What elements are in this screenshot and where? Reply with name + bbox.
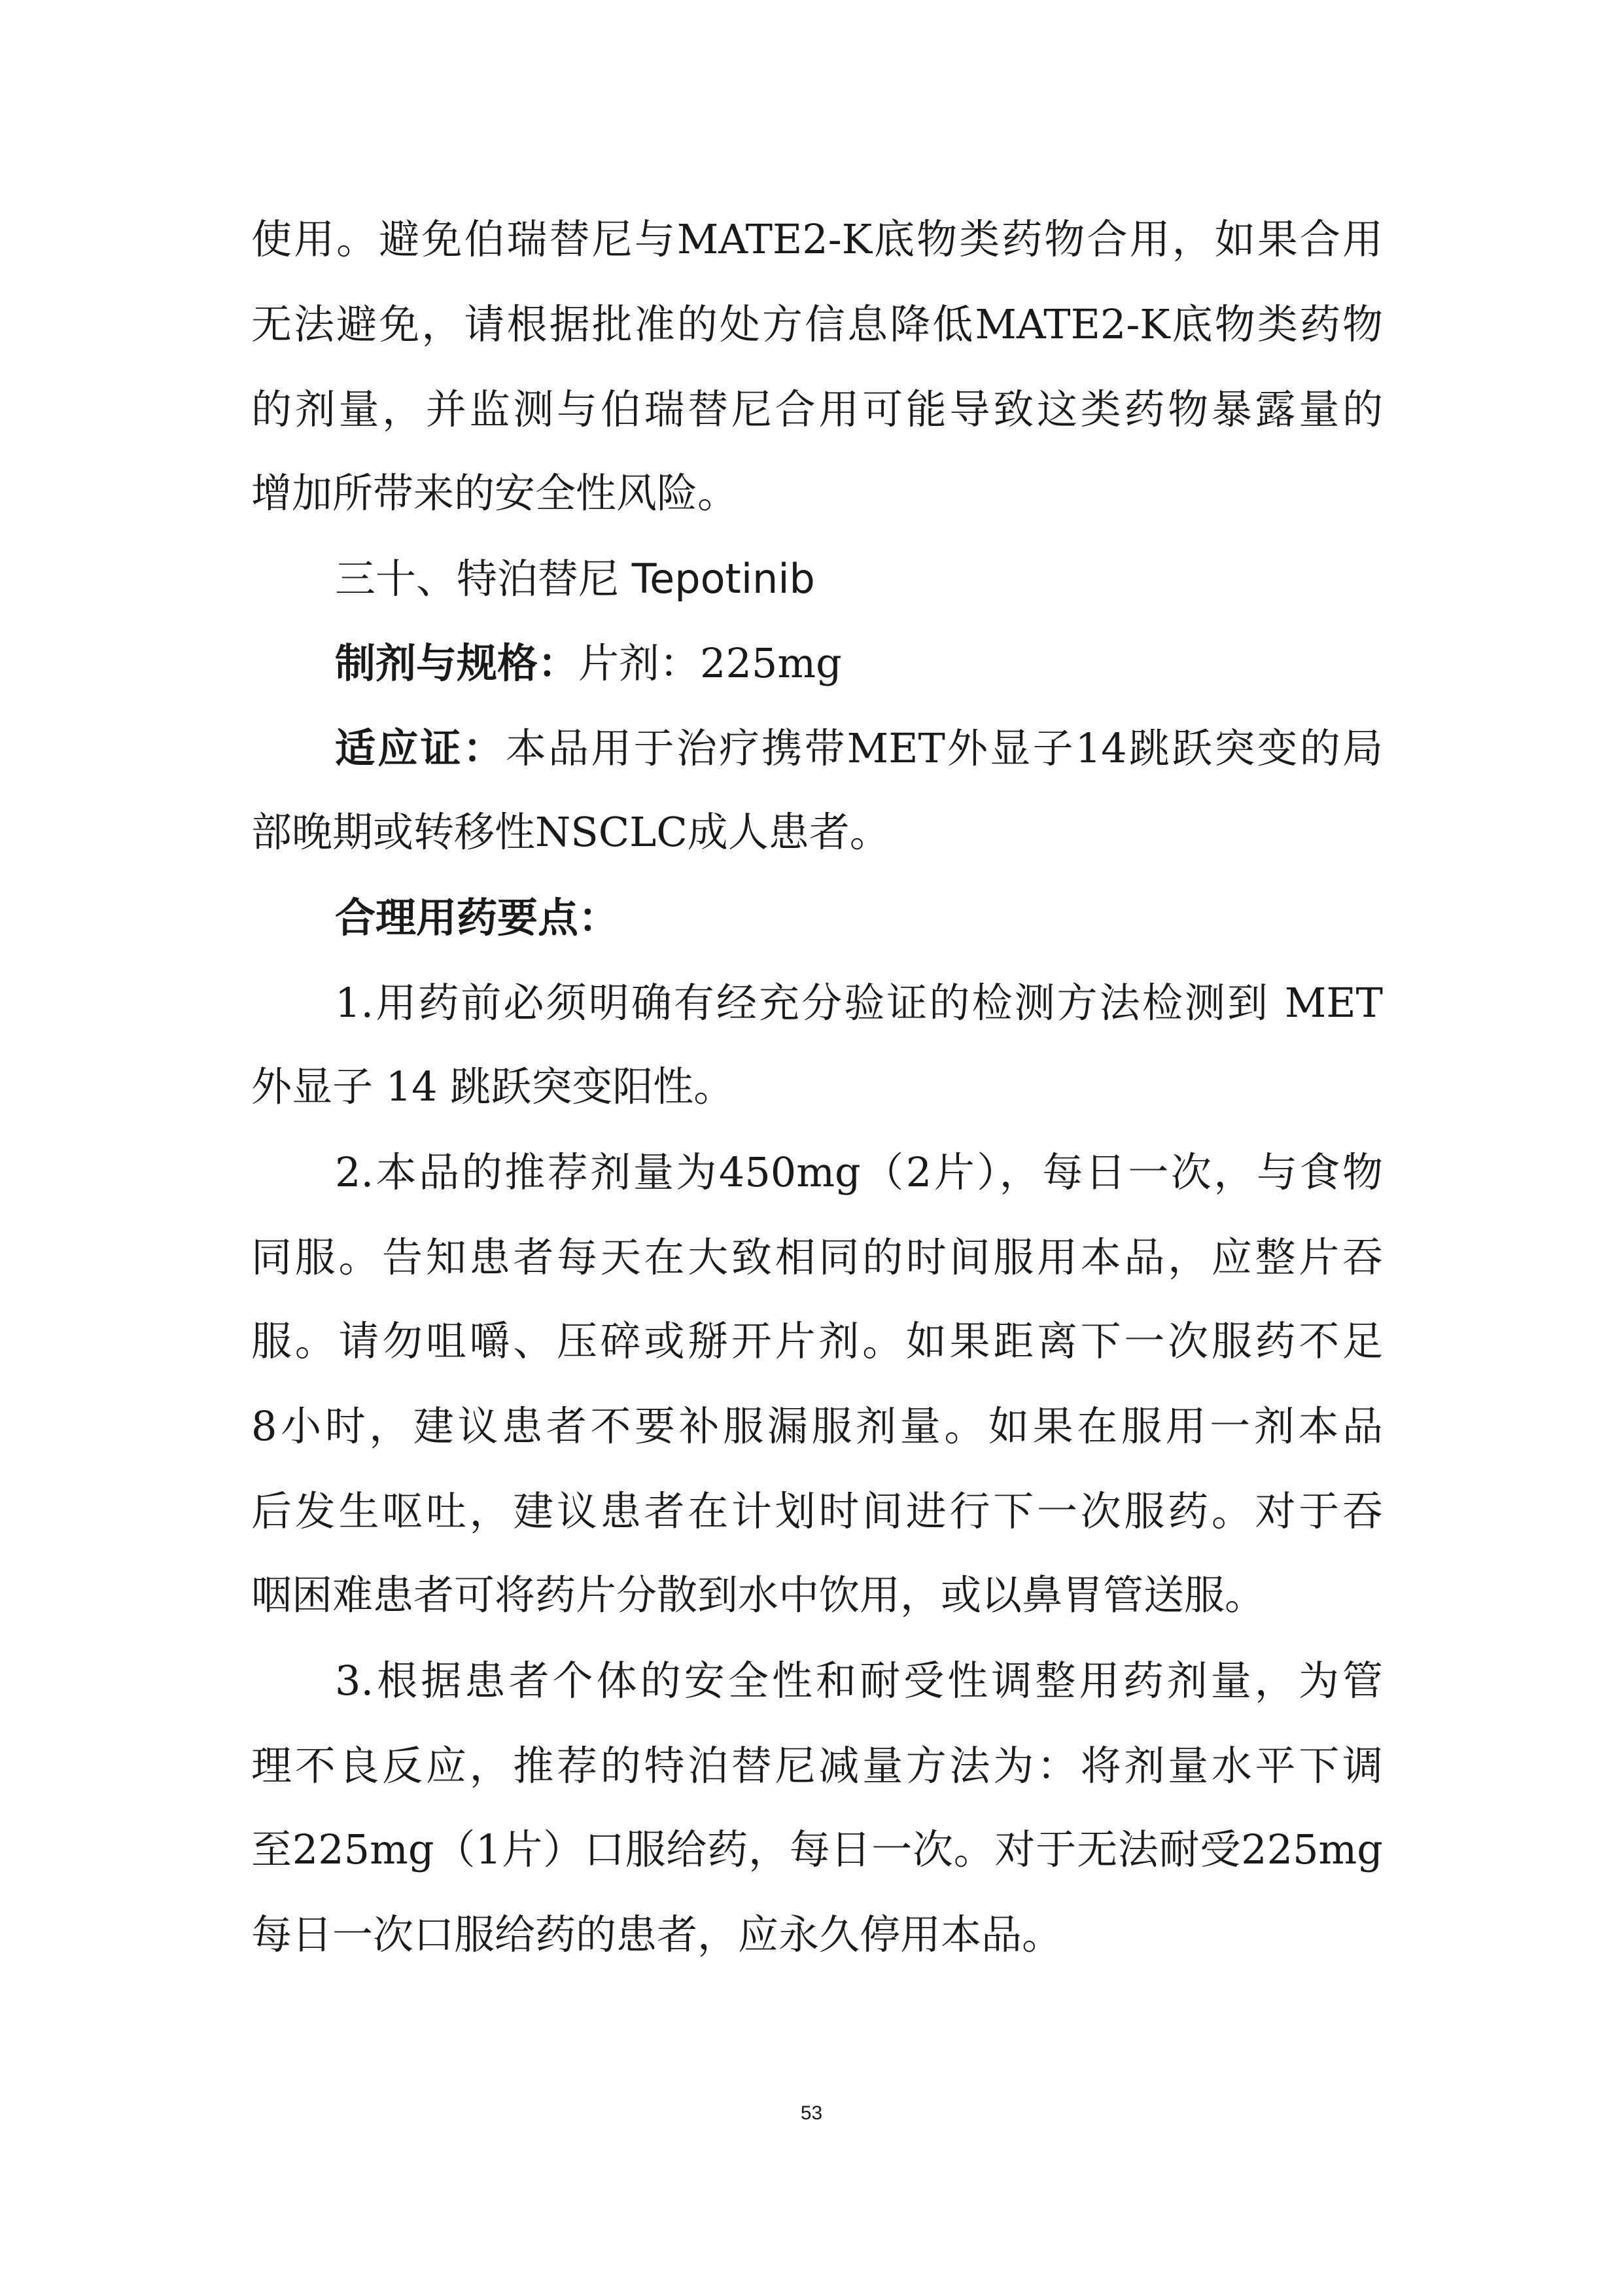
section-heading [335,553,1383,605]
section-heading-cn: 三十、特泊替尼 [335,555,620,603]
paragraph-line: 的剂量，并监测与伯瑞替尼合用可能导致这类药物暴露量的 [251,385,1383,433]
indication-line [335,722,1383,775]
paragraph-line: 使用。避免伯瑞替尼与MATE2-K底物类药物合用，如果合用 [251,215,1383,263]
point-1-line: 外显子 14 跳跃突变阳性。 [251,1063,735,1110]
point-2-line: 8小时，建议患者不要补服漏服剂量。如果在服用一剂本品 [251,1402,1383,1450]
page-number: 53 [800,2102,823,2124]
paragraph-line: 增加所带来的安全性风险。 [251,469,739,517]
formulation-label: 制剂与规格： [335,639,579,687]
point-3-line: 理不良反应，推荐的特泊替尼减量方法为：将剂量水平下调 [251,1742,1383,1790]
key-points-heading: 合理用药要点： [335,894,620,942]
section-heading-en: Tepotinib [631,555,815,603]
indication-label: 适应证： [335,724,506,772]
formulation-value: 片剂：225mg [578,639,842,687]
indication-text: 本品用于治疗携带MET外显子14跳跃突变的局 [505,724,1383,772]
point-2-line: 2.本品的推荐剂量为450mg（2片），每日一次，与食物 [335,1148,1383,1196]
paragraph-line: 部晚期或转移性NSCLC成人患者。 [251,808,890,856]
point-3-line: 3.根据患者个体的安全性和耐受性调整用药剂量，为管 [335,1657,1383,1704]
point-1-line: 1.用药前必须明确有经充分验证的检测方法检测到 MET [335,979,1383,1027]
formulation-line [335,637,1383,690]
point-2-line: 同服。告知患者每天在大致相同的时间服用本品，应整片吞 [251,1233,1383,1281]
paragraph-line: 无法避免，请根据批准的处方信息降低MATE2-K底物类药物 [251,300,1383,348]
point-3-line: 每日一次口服给药的患者，应永久停用本品。 [251,1911,1063,1958]
point-2-line: 咽困难患者可将药片分散到水中饮用，或以鼻胃管送服。 [251,1571,1266,1619]
point-3-line: 至225mg（1片）口服给药，每日一次。对于无法耐受225mg [251,1826,1383,1873]
point-2-line: 后发生呕吐，建议患者在计划时间进行下一次服药。对于吞 [251,1487,1383,1535]
point-2-line: 服。请勿咀嚼、压碎或掰开片剂。如果距离下一次服药不足 [251,1317,1383,1365]
